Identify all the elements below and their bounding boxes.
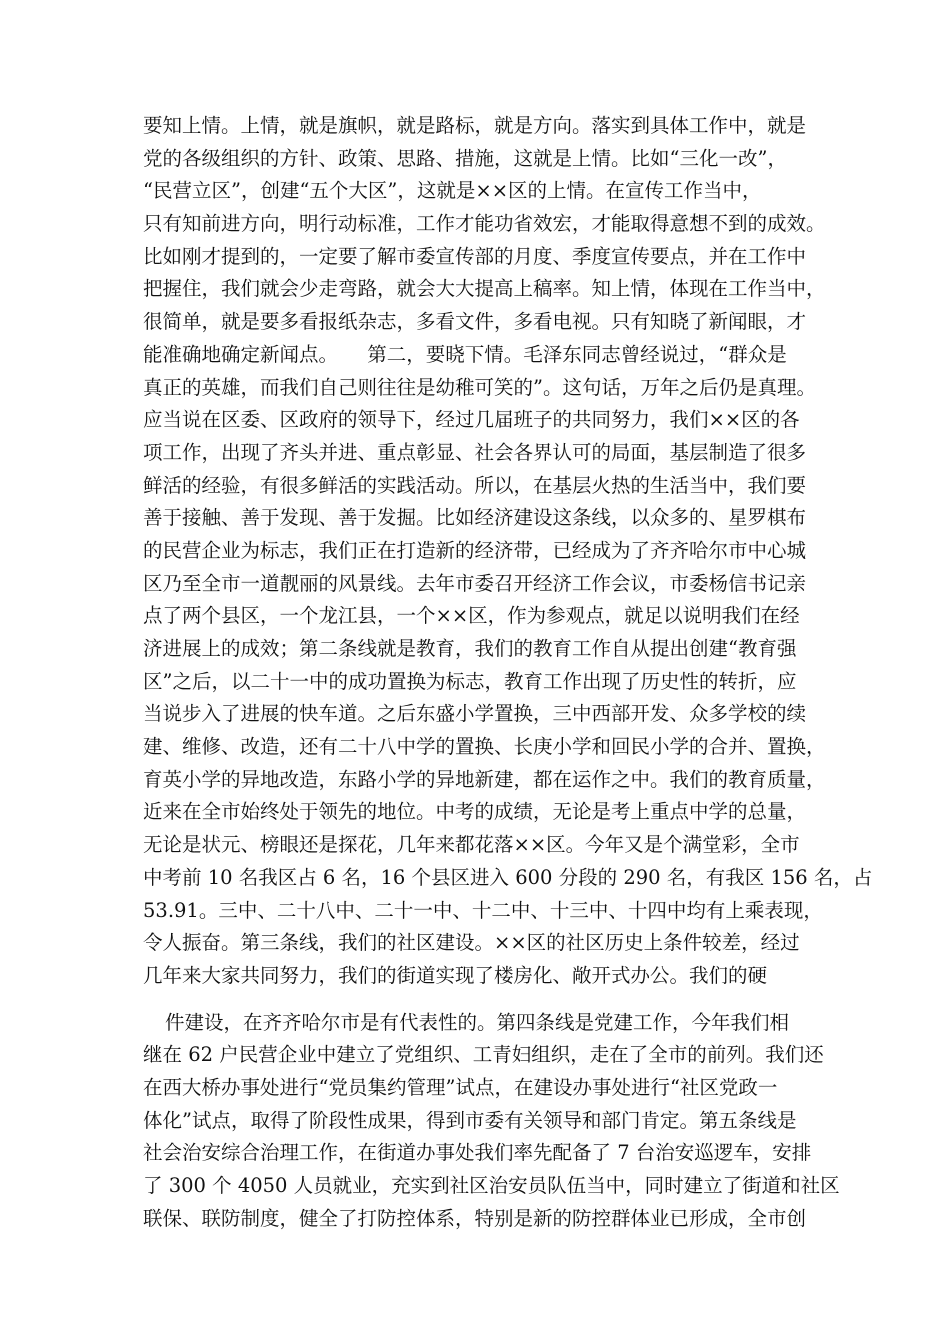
text-line: 中考前 10 名我区占 6 名，16 个县区进入 600 分段的 290 名，有我区 156 名，占 [143, 865, 873, 889]
text-line: 鲜活的经验，有很多鲜活的实践活动。所以，在基层火热的生活当中，我们要 [143, 473, 807, 497]
text-line: 项工作，出现了齐头并进、重点彰显、社会各界认可的局面，基层制造了很多 [143, 440, 807, 464]
text-line: 党的各级组织的方针、政策、思路、措施，这就是上情。比如“三化一改”， [143, 146, 787, 170]
paragraph-block-2 [143, 1007, 840, 1236]
text-line: 近来在全市始终处于领先的地位。中考的成绩，无论是考上重点中学的总量， [143, 800, 807, 824]
document-page [143, 110, 873, 1235]
text-line: 建、维修、改造，还有二十八中学的置换、长庚小学和回民小学的合并、置换， [143, 735, 826, 759]
text-line: 区”之后，以二十一中的成功置换为标志，教育工作出现了历史性的转折，应 [143, 669, 797, 693]
text-line: 联保、联防制度，健全了打防控体系，特别是新的防控群体业已形成，全市创 [143, 1206, 807, 1230]
text-line: 53.91。三中、二十八中、二十一中、十二中、十三中、十四中均有上乘表现， [143, 898, 823, 922]
text-line: 要知上情。上情，就是旗帜，就是路标，就是方向。落实到具体工作中，就是 [143, 114, 807, 137]
paragraph-block-1 [143, 110, 873, 993]
text-line: 育英小学的异地改造，东路小学的异地新建，都在运作之中。我们的教育质量， [143, 767, 826, 791]
text-line: 真正的英雄，而我们自己则往往是幼稚可笑的”。这句话，万年之后仍是真理。 [143, 375, 816, 399]
paragraph-gap [143, 993, 807, 1007]
text-line: “民营立区”，创建“五个大区”，这就是××区的上情。在宣传工作当中， [143, 179, 762, 203]
text-line: 善于接触、善于发现、善于发掘。比如经济建设这条线，以众多的、星罗棋布 [143, 506, 807, 530]
text-line: 应当说在区委、区政府的领导下，经过几届班子的共同努力，我们××区的各 [143, 408, 800, 432]
text-line: 点了两个县区，一个龙江县，一个××区，作为参观点，就足以说明我们在经 [143, 604, 800, 628]
text-line: 体化”试点，取得了阶段性成果，得到市委有关领导和部门肯定。第五条线是 [143, 1108, 797, 1132]
text-line: 能准确地确定新闻点。 第二，要晓下情。毛泽东同志曾经说过，“群众是 [143, 342, 787, 366]
text-line: 比如刚才提到的，一定要了解市委宣传部的月度、季度宣传要点，并在工作中 [143, 244, 807, 268]
text-line: 令人振奋。第三条线，我们的社区建设。××区的社区历史上条件较差，经过 [143, 931, 800, 955]
text-line: 区乃至全市一道靓丽的风景线。去年市委召开经济工作会议，市委杨信书记亲 [143, 571, 807, 595]
text-line: 很简单，就是要多看报纸杂志，多看文件，多看电视。只有知晓了新闻眼，才 [143, 310, 807, 334]
text-line: 济进展上的成效；第二条线就是教育，我们的教育工作自从提出创建“教育强 [143, 637, 797, 660]
text-line: 件建设，在齐齐哈尔市是有代表性的。第四条线是党建工作，今年我们相 [165, 1010, 790, 1034]
text-line: 把握住，我们就会少走弯路，就会大大提高上稿率。知上情，体现在工作当中， [143, 277, 826, 301]
text-line: 了 300 个 4050 人员就业，充实到社区治安员队伍当中，同时建立了街道和社区 [143, 1174, 840, 1197]
text-line: 当说步入了进展的快车道。之后东盛小学置换，三中西部开发、众多学校的续 [143, 702, 807, 726]
text-line: 只有知前进方向，明行动标准，工作才能功省效宏，才能取得意想不到的成效。 [143, 212, 826, 236]
text-line: 无论是状元、榜眼还是探花，几年来都花落××区。今年又是个满堂彩，全市 [143, 833, 800, 857]
text-line: 在西大桥办事处进行“党员集约管理”试点，在建设办事处进行“社区党政一 [143, 1075, 778, 1099]
text-line: 的民营企业为标志，我们正在打造新的经济带，已经成为了齐齐哈尔市中心城 [143, 538, 807, 562]
text-line: 社会治安综合治理工作，在街道办事处我们率先配备了 7 台治安巡逻车，安排 [143, 1141, 812, 1165]
text-line: 几年来大家共同努力，我们的街道实现了楼房化、敞开式办公。我们的硬 [143, 963, 768, 987]
text-line: 继在 62 户民营企业中建立了党组织、工青妇组织，走在了全市的前列。我们还 [143, 1043, 824, 1067]
